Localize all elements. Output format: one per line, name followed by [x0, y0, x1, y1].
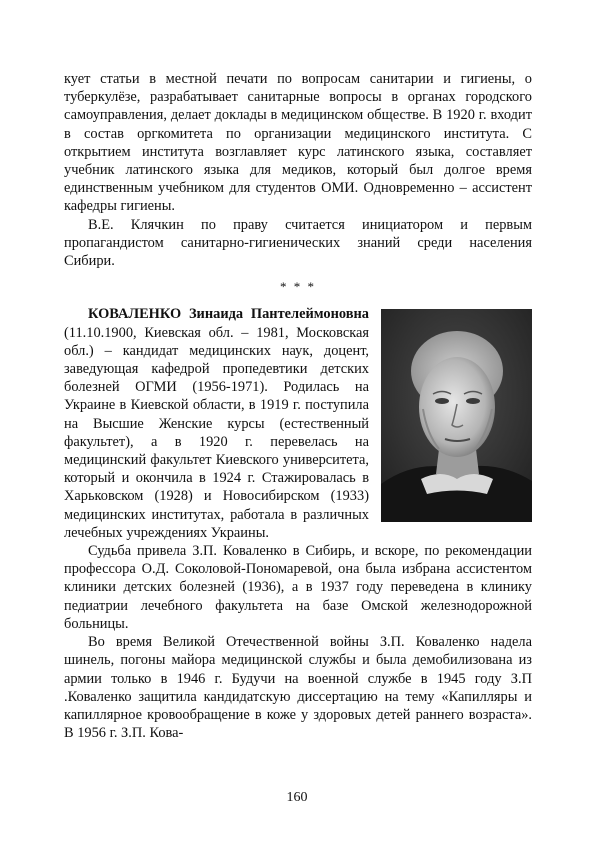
portrait-image: [381, 309, 532, 522]
page-body: [64, 70, 532, 742]
text-paragraph: Во время Великой Отечественной войны З.П. Коваленко надела шинель, погоны майора медицинской службы и была демобилизована из армии только в 1946 г. Будучи на военной службе в 1945 году З.П .Коваленко защитила кандидатскую диссертацию на тему «Капилляры и капиллярное кровообращение в коже у здоровых детей раннего возраста». В 1956 г. З.П. Кова-: [64, 634, 532, 742]
person-name: КОВАЛЕНКО Зинаида Пантелеймоновна: [88, 306, 369, 323]
biography-text: (11.10.1900, Киевская обл. – 1981, Московская обл.) – кандидат медицинских наук, доцент, заведующая кафедрой пропедевтики детских болезней ОГМИ (1956-1971). Родилась на Украине в Киевской области, в 1919 г. поступила на Высшие Женские курсы (естественный факультет), а в 1920 г. перевелась на медицинский факультет Киевского университета, который и окончила в 1924 г. Стажировалась в Харьковском (1928) и Новосибирском (1933) медицинских институтах, работала в различных лечебных учреждениях Украины.: [64, 324, 369, 541]
portrait-photo: [381, 309, 532, 522]
text-paragraph: Судьба привела З.П. Коваленко в Сибирь, и вскоре, по рекомендации профессора О.Д. Соколовой-Пономаревой, она была избрана ассистентом клиники детских болезней (1936), а в 1937 году переведена в клинику педиатрии лечебного факультета на базе Омской железнодорожной больницы.: [64, 543, 532, 632]
text-paragraph: В.Е. Клячкин по праву считается инициатором и первым пропагандистом санитарно-гигиенических знаний среди населения Сибири.: [64, 216, 532, 270]
page-number: 160: [286, 790, 308, 805]
text-paragraph: кует статьи в местной печати по вопросам санитарии и гигиены, о туберкулёзе, разрабатывает санитарные вопросы в органах городского самоуправления, делает доклады в медицинском обществе. В 1920 г. входит в состав оргкомитета по организации медицинского института. С открытием института возглавляет курс латинского языка, составляет учебник латинского языка для медиков, который был долгое время единственным учебником для студентов ОМИ. Одновременно – ассистент кафедры гигиены.: [64, 71, 532, 215]
section-separator: * * *: [280, 279, 316, 295]
